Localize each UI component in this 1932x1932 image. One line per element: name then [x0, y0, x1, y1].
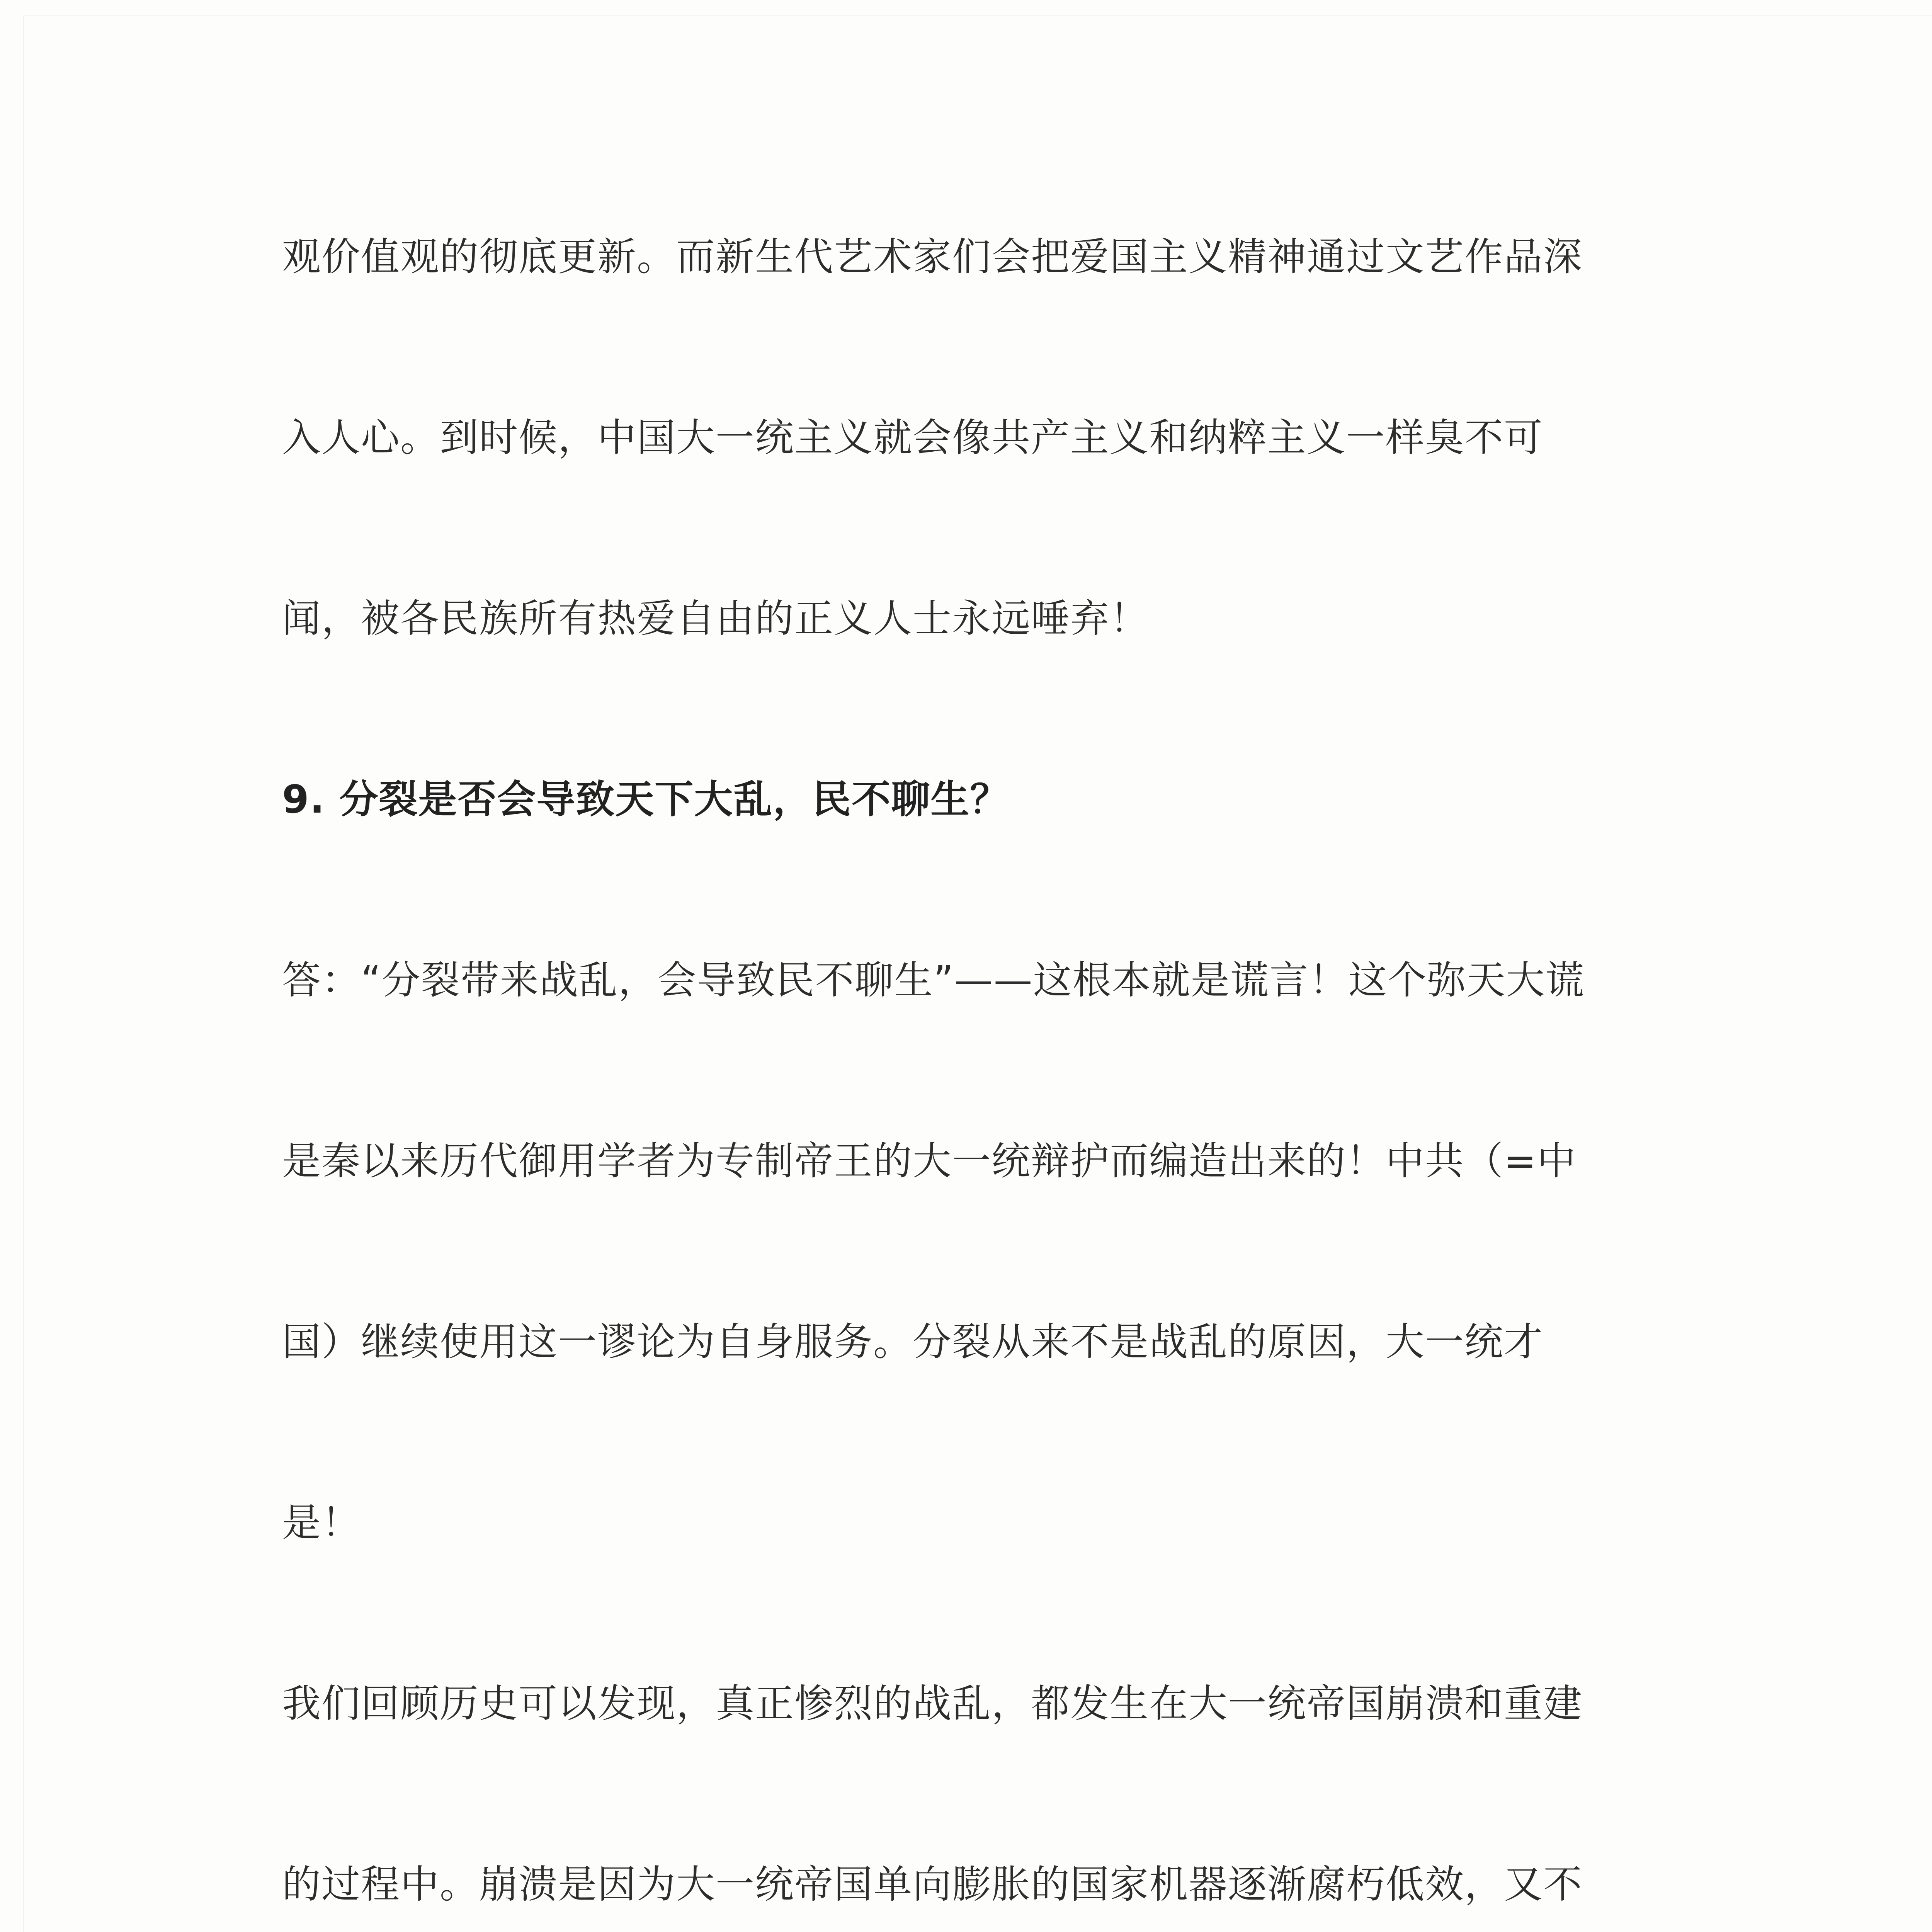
text-line: 的过程中。崩溃是因为大一统帝国单向膨胀的国家机器逐渐腐朽低效，又不: [282, 1862, 1583, 1907]
text-line: 答：“分裂带来战乱，会导致民不聊生”——这根本就是谎言！这个弥天大谎: [282, 957, 1585, 1003]
text-line: 是！: [282, 1500, 361, 1545]
text-line: 我们回顾历史可以发现，真正惨烈的战乱，都发生在大一统帝国崩溃和重建: [282, 1681, 1583, 1726]
text-line: 是秦以来历代御用学者为专制帝王的大一统辩护而编造出来的！中共（=中: [282, 1138, 1577, 1184]
text-line: 国）继续使用这一谬论为自身服务。分裂从来不是战乱的原因，大一统才: [282, 1319, 1543, 1364]
text-line: 闻，被各民族所有热爱自由的正义人士永远唾弃！: [282, 596, 1149, 641]
section-heading: 9. 分裂是否会导致天下大乱，民不聊生？: [282, 777, 1010, 822]
text-line: 入人心。到时候，中国大一统主义就会像共产主义和纳粹主义一样臭不可: [282, 415, 1543, 460]
text-line: 观价值观的彻底更新。而新生代艺术家们会把爱国主义精神通过文艺作品深: [282, 234, 1583, 279]
